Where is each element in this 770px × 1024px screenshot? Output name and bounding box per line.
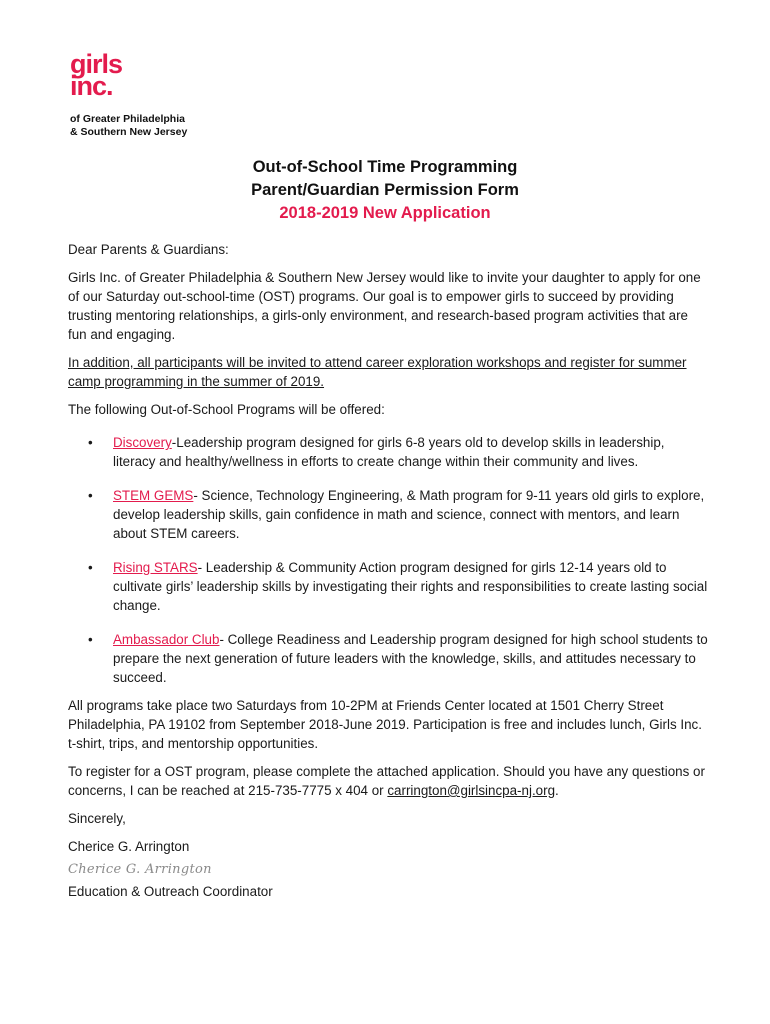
header-title-2: Parent/Guardian Permission Form [251,181,519,199]
logo-subtitle [70,113,270,139]
signer-name: Cherice G. Arrington [68,839,190,854]
intro-paragraph: Girls Inc. of Greater Philadelphia & Southern New Jersey would like to invite your daughter to apply for one of our Saturday out-school-time (OST) programs. Our goal is to empower girls to succeed by providing trusting mentoring relationships, a girls-only environment, and research-based program activities that are fun and engaging. [68,270,701,342]
addition-paragraph: In addition, all participants will be invited to attend career exploration workshops and register for summer camp programming in the summer of 2019. [68,355,687,389]
letter-body [68,240,708,901]
program-name-ambassador-club: Ambassador Club [113,632,220,647]
program-desc: -Leadership program designed for girls 6-8 years old to develop skills in leadership, literacy and healthy/wellness in efforts to create change within their community and lives. [113,435,665,469]
register-end: . [555,783,559,798]
program-desc: - Science, Technology Engineering, & Math program for 9-11 years old girls to explore, develop leadership skills, gain confidence in math and science, connect with mentors, and learn about STEM careers. [113,488,705,541]
program-desc: - College Readiness and Leadership program designed for high school students to prepare the next generation of future leaders with the knowledge, skills, and attitudes necessary to succeed. [113,632,708,685]
list-item [68,486,708,543]
handwritten-signature: Cherice G. Arrington [68,862,212,877]
list-item [68,558,708,615]
girls-inc-logo [70,49,270,139]
closing: Sincerely, [68,811,126,826]
header-title-1: Out-of-School Time Programming [252,158,518,176]
logo-subtitle-line1: of Greater Philadelphia [70,113,185,125]
logo-subtitle-line2: & Southern New Jersey [70,126,188,138]
form-header [0,156,770,225]
bullet-icon: • [88,488,93,503]
signer-title: Education & Outreach Coordinator [68,884,273,899]
list-item [68,630,708,687]
bullet-icon: • [88,560,93,575]
contact-email-link[interactable]: carrington@girlsincpa-nj.org [387,783,556,798]
program-list [68,433,708,687]
register-paragraph [68,762,708,800]
program-name-stem-gems: STEM GEMS [113,488,194,503]
logistics-paragraph: All programs take place two Saturdays from 10-2PM at Friends Center located at 1501 Cherry Street Philadelphia, PA 19102 from September 2018-June 2019. Participation is free and includes lunch, Girls Inc. t-shirt, trips, and mentorship opportunities. [68,698,702,751]
list-item [68,433,708,471]
logo-word-girls: girls [70,49,123,79]
register-text: To register for a OST program, please complete the attached application. Should you have any questions or concerns, I can be reached at 215-735-7775 x 404 or [68,764,705,798]
bullet-icon: • [88,632,93,647]
program-name-discovery: Discovery [113,435,172,450]
header-application-year: 2018-2019 New Application [279,204,491,222]
bullet-icon: • [88,435,93,450]
program-name-rising-stars: Rising STARS [113,560,198,575]
program-desc: - Leadership & Community Action program designed for girls 12-14 years old to cultivate girls’ leadership skills by investigating their rights and responsibilities to create lasting social change. [113,560,708,613]
logo-word-inc: inc. [70,71,113,101]
salutation: Dear Parents & Guardians: [68,242,229,257]
programs-intro: The following Out-of-School Programs will be offered: [68,402,385,417]
